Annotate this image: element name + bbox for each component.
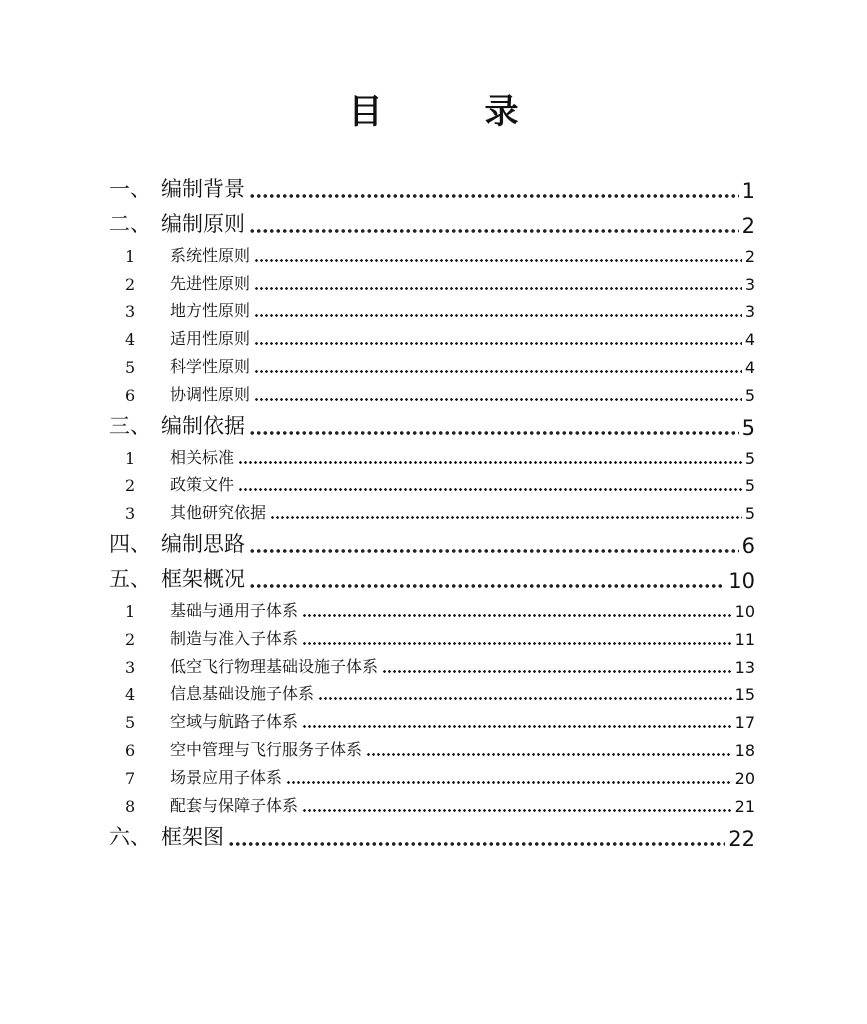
toc-entry-title: 框架概况 (161, 567, 245, 592)
toc-section-entry[interactable] (109, 760, 755, 788)
table-of-contents (109, 168, 755, 851)
toc-entry-title: 地方性原则 (170, 301, 251, 321)
toc-entry-number: 5 (125, 357, 136, 377)
toc-entry-title: 空域与航路子体系 (170, 712, 299, 732)
toc-entry-page-number: 5 (744, 476, 755, 496)
toc-entry-title: 科学性原则 (170, 356, 251, 376)
toc-entry-number: 4 (125, 330, 136, 350)
toc-dot-leader (249, 168, 739, 203)
toc-dot-leader (382, 649, 732, 677)
toc-section-entry[interactable] (109, 704, 755, 732)
toc-entry-number: 四、 (109, 532, 151, 557)
toc-chapter-entry[interactable] (109, 203, 755, 238)
toc-entry-page-number: 5 (744, 385, 755, 405)
toc-entry-page-number: 4 (744, 330, 755, 350)
toc-entry-number: 2 (125, 274, 136, 294)
toc-entry-page-number: 5 (744, 504, 755, 524)
toc-entry-page-number: 2 (741, 214, 755, 238)
toc-section-entry[interactable] (109, 377, 755, 405)
toc-entry-number: 六、 (109, 824, 151, 849)
toc-section-entry[interactable] (109, 593, 755, 621)
toc-entry-title: 信息基础设施子体系 (170, 684, 315, 704)
toc-entry-number: 6 (125, 740, 136, 760)
toc-entry-title: 场景应用子体系 (170, 767, 283, 787)
toc-dot-leader (254, 294, 742, 322)
toc-entry-number: 一、 (109, 177, 151, 201)
toc-entry-title: 配套与保障子体系 (170, 795, 299, 815)
toc-dot-leader (228, 816, 725, 851)
toc-entry-page-number: 1 (741, 179, 755, 203)
toc-dot-leader (366, 732, 732, 760)
toc-entry-title: 低空飞行物理基础设施子体系 (170, 656, 379, 676)
toc-dot-leader (302, 788, 732, 816)
toc-entry-page-number: 11 (734, 629, 755, 649)
toc-entry-number: 2 (125, 629, 136, 649)
toc-dot-leader (238, 468, 742, 496)
toc-dot-leader (254, 321, 742, 349)
toc-dot-leader (318, 677, 732, 705)
toc-dot-leader (270, 495, 742, 523)
toc-entry-title: 先进性原则 (170, 273, 251, 293)
toc-dot-leader (254, 238, 742, 266)
toc-section-entry[interactable] (109, 732, 755, 760)
toc-entry-page-number: 15 (734, 685, 755, 705)
page-title: 目 录 (348, 92, 553, 132)
toc-entry-title: 政策文件 (170, 475, 235, 495)
toc-entry-number: 2 (125, 476, 136, 496)
toc-chapter-entry[interactable] (109, 168, 755, 203)
toc-entry-number: 6 (125, 385, 136, 405)
toc-entry-title: 基础与通用子体系 (170, 600, 299, 620)
toc-section-entry[interactable] (109, 788, 755, 816)
toc-section-entry[interactable] (109, 468, 755, 496)
toc-entry-number: 4 (125, 685, 136, 705)
toc-entry-page-number: 20 (734, 768, 755, 788)
toc-entry-title: 其他研究依据 (170, 503, 267, 523)
toc-entry-number: 五、 (109, 567, 151, 592)
toc-section-entry[interactable] (109, 621, 755, 649)
toc-entry-title: 系统性原则 (170, 245, 251, 265)
toc-entry-title: 协调性原则 (170, 384, 251, 404)
toc-entry-page-number: 5 (741, 415, 755, 440)
toc-entry-page-number: 22 (728, 826, 755, 851)
toc-entry-number: 3 (125, 504, 136, 524)
toc-dot-leader (249, 558, 725, 593)
toc-dot-leader (238, 440, 742, 468)
toc-entry-title: 空中管理与飞行服务子体系 (170, 739, 363, 759)
toc-dot-leader (249, 405, 739, 440)
toc-entry-page-number: 6 (741, 534, 755, 559)
toc-entry-title: 框架图 (161, 824, 224, 849)
toc-entry-page-number: 18 (734, 740, 755, 760)
toc-entry-number: 1 (125, 246, 136, 266)
toc-chapter-entry[interactable] (109, 816, 755, 851)
toc-section-entry[interactable] (109, 349, 755, 377)
toc-entry-number: 5 (125, 713, 136, 733)
toc-section-entry[interactable] (109, 677, 755, 705)
toc-entry-page-number: 4 (744, 357, 755, 377)
toc-chapter-entry[interactable] (109, 523, 755, 558)
toc-entry-page-number: 10 (734, 601, 755, 621)
toc-entry-title: 编制依据 (161, 413, 245, 438)
toc-entry-page-number: 5 (744, 448, 755, 468)
toc-dot-leader (249, 203, 739, 238)
toc-section-entry[interactable] (109, 238, 755, 266)
toc-entry-title: 编制思路 (161, 532, 245, 557)
toc-entry-page-number: 3 (744, 302, 755, 322)
toc-entry-title: 相关标准 (170, 447, 235, 467)
toc-entry-number: 7 (125, 768, 136, 788)
toc-dot-leader (254, 377, 742, 405)
toc-entry-page-number: 13 (734, 657, 755, 677)
toc-entry-title: 编制背景 (161, 177, 245, 201)
toc-entry-number: 1 (125, 601, 136, 621)
toc-section-entry[interactable] (109, 266, 755, 294)
toc-dot-leader (254, 266, 742, 294)
toc-section-entry[interactable] (109, 495, 755, 523)
toc-entry-number: 3 (125, 302, 136, 322)
toc-entry-number: 8 (125, 796, 136, 816)
toc-entry-page-number: 3 (744, 274, 755, 294)
toc-dot-leader (254, 349, 742, 377)
toc-entry-title: 制造与准入子体系 (170, 628, 299, 648)
toc-chapter-entry[interactable] (109, 405, 755, 440)
toc-section-entry[interactable] (109, 321, 755, 349)
toc-entry-page-number: 21 (734, 796, 755, 816)
toc-entry-page-number: 10 (728, 569, 755, 594)
toc-entry-title: 编制原则 (161, 212, 245, 236)
toc-entry-title: 适用性原则 (170, 329, 251, 349)
toc-entry-page-number: 17 (734, 713, 755, 733)
toc-section-entry[interactable] (109, 294, 755, 322)
toc-dot-leader (249, 523, 739, 558)
toc-dot-leader (302, 704, 732, 732)
toc-entry-page-number: 2 (744, 246, 755, 266)
toc-entry-number: 3 (125, 657, 136, 677)
toc-dot-leader (286, 760, 732, 788)
toc-section-entry[interactable] (109, 440, 755, 468)
toc-entry-number: 1 (125, 448, 136, 468)
toc-section-entry[interactable] (109, 649, 755, 677)
toc-chapter-entry[interactable] (109, 558, 755, 593)
toc-dot-leader (302, 621, 732, 649)
toc-entry-number: 二、 (109, 212, 151, 236)
toc-entry-number: 三、 (109, 413, 151, 438)
toc-dot-leader (302, 593, 732, 621)
